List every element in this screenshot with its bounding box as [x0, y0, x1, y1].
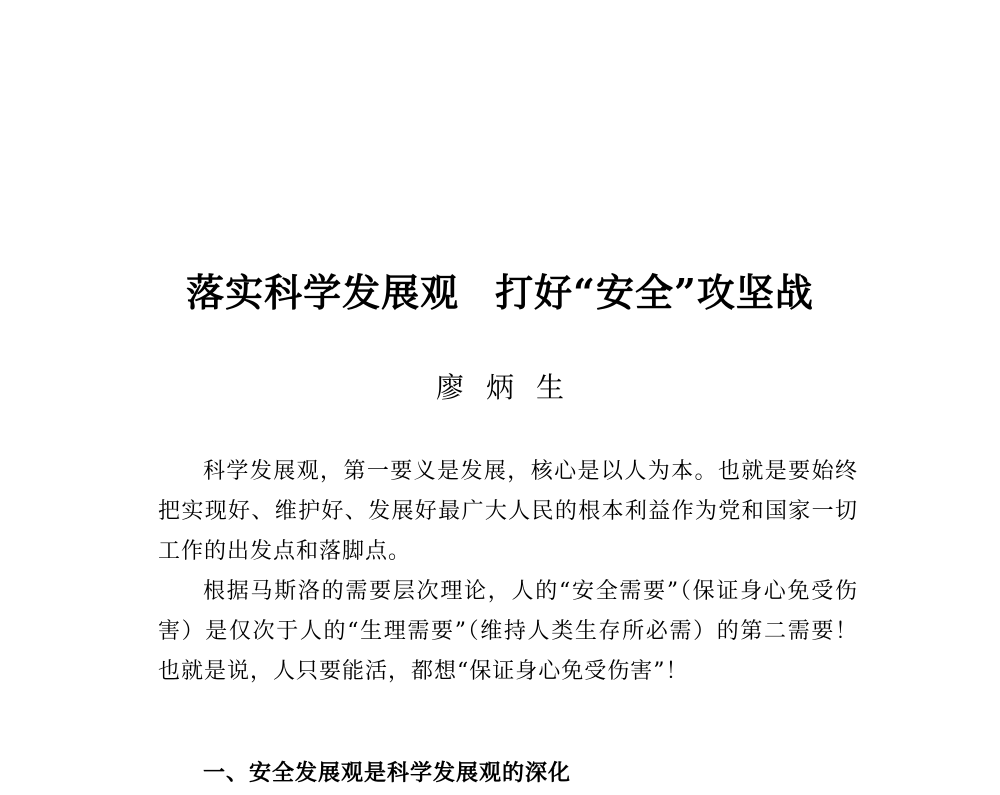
paragraph-1: 科学发展观，第一要义是发展，核心是以人为本。也就是要始终把实现好、维护好、发展好最广大人民的根本利益作为党和国家一切工作的出发点和落脚点。: [158, 459, 858, 564]
paragraph-2: 根据马斯洛的需要层次理论，人的“安全需要”（保证身心免受伤害）是仅次于人的“生理需要”（维持人类生存所必需）的第二需要！也就是说，人只要能活，都想“保证身心免受伤害”！: [158, 579, 858, 684]
title-part-1: 落实科学发展观: [186, 270, 460, 315]
body-text: [158, 452, 858, 692]
document-title: [0, 262, 1000, 317]
section-heading: 一、安全发展观是科学发展观的深化: [203, 761, 572, 786]
title-part-2: 打好“安全”攻坚战: [495, 270, 814, 315]
author-name: 廖炳生: [435, 371, 586, 404]
